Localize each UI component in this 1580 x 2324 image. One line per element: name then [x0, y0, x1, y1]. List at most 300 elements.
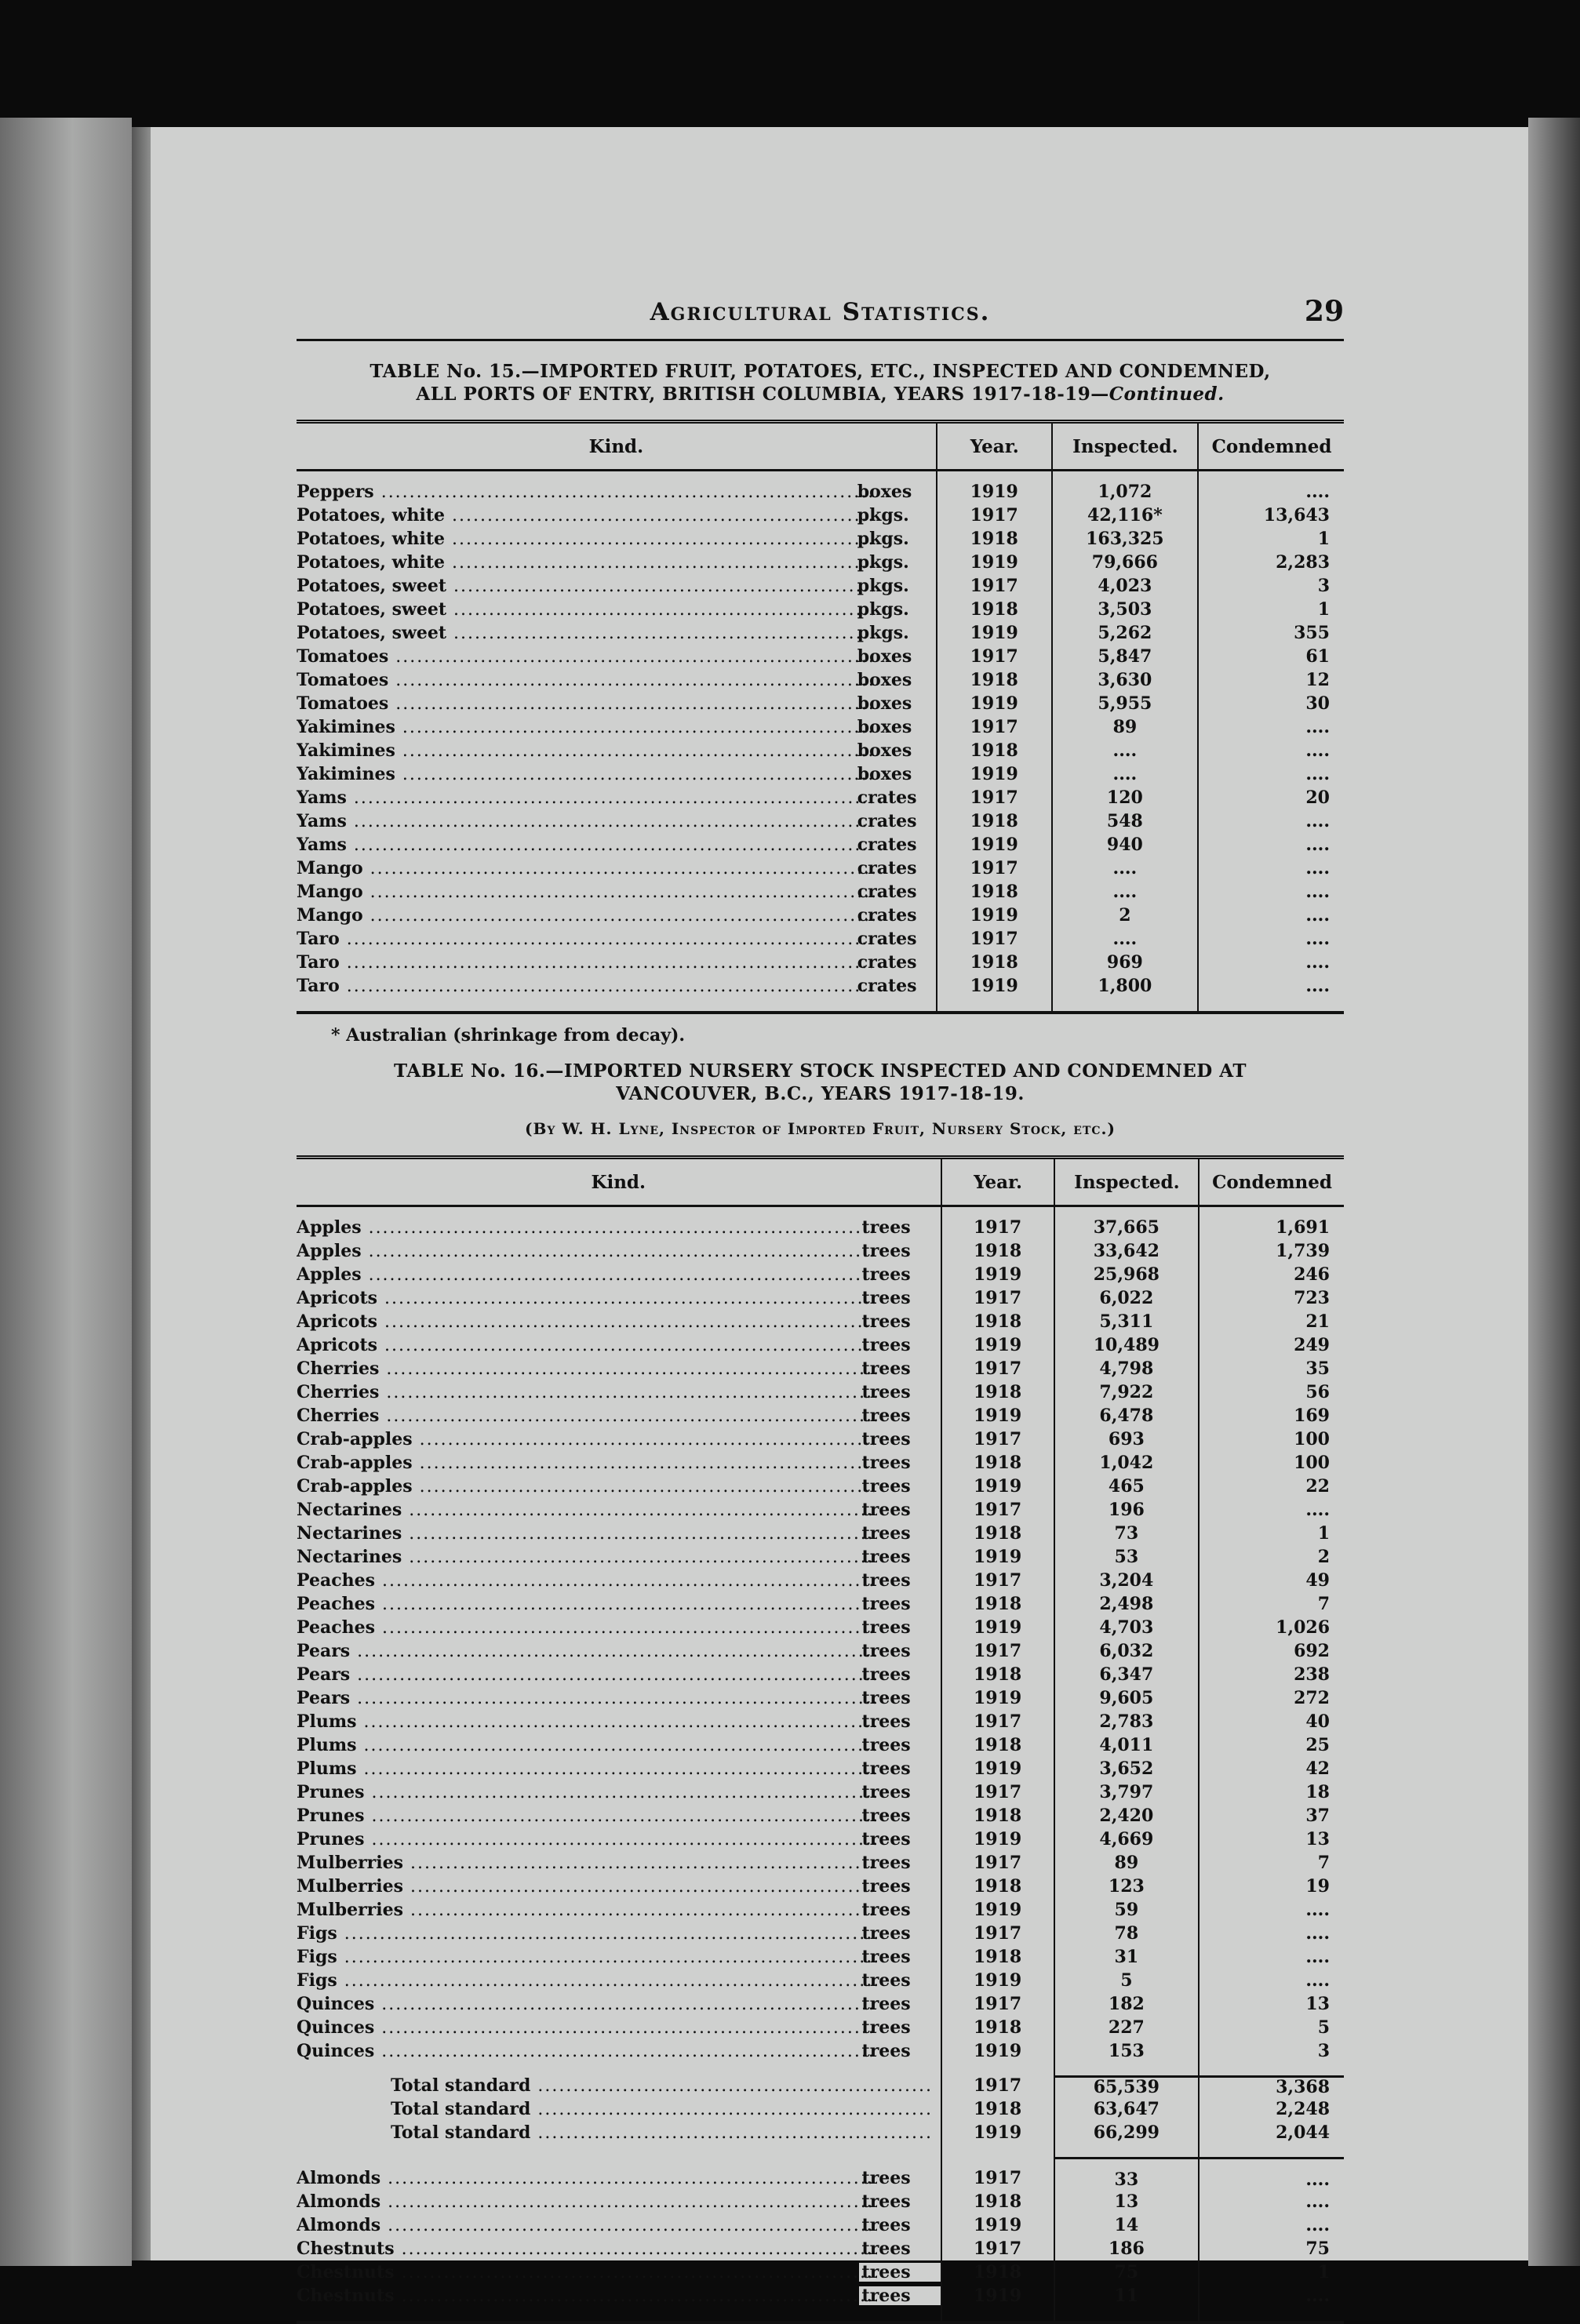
table16-header-kind: Kind.	[297, 1158, 941, 1206]
kind-name: Prunes .....	[297, 1806, 877, 1826]
kind-name: Quinces .....	[297, 1995, 877, 2014]
table-row	[297, 1336, 1344, 1359]
condemned-cell: ....	[1198, 977, 1344, 1011]
kind-cell	[297, 2263, 941, 2286]
table-row	[297, 1900, 1344, 1924]
table-row	[297, 1242, 1344, 1265]
condemned-cell: 1,691	[1199, 1206, 1344, 1242]
condemned-cell: 13	[1199, 1995, 1344, 2018]
table-row	[297, 1995, 1344, 2018]
table-row	[297, 1206, 1344, 1242]
table16-byline: (By W. H. Lyne, Inspector of Imported Fruit, Nursery Stock, etc.)	[525, 1119, 1116, 1138]
year-cell: 1917	[941, 1359, 1054, 1383]
inspected-cell: 3,503	[1052, 600, 1198, 624]
inspected-cell: 5,847	[1052, 647, 1198, 671]
unit-label: trees	[859, 2239, 941, 2258]
kind-cell	[297, 1618, 941, 1642]
table16-header-condemned: Condemned	[1199, 1158, 1344, 1206]
table16-header-inspected: Inspected.	[1054, 1158, 1200, 1206]
table-row	[297, 1571, 1344, 1595]
kind-name: Total standard .....	[391, 2100, 932, 2119]
table-row	[297, 977, 1344, 1011]
year-cell: 1919	[941, 1477, 1054, 1500]
year-cell: 1917	[941, 1206, 1054, 1242]
unit-label: trees	[859, 2018, 941, 2037]
table-row	[297, 529, 1344, 553]
year-cell: 1917	[941, 1783, 1054, 1806]
kind-name: Pears .....	[297, 1665, 877, 1685]
unit-label: crates	[854, 835, 936, 854]
unit-label: boxes	[854, 765, 936, 784]
unit-label: trees	[859, 1948, 941, 1966]
table-row	[297, 718, 1344, 741]
kind-name: Peaches .....	[297, 1571, 877, 1591]
table15-header-year: Year.	[937, 422, 1052, 471]
table-row	[297, 1924, 1344, 1948]
kind-cell	[297, 1783, 941, 1806]
year-cell: 1918	[941, 1312, 1054, 1336]
kind-cell	[297, 1712, 941, 1736]
unit-label: trees	[859, 1900, 941, 1919]
kind-cell	[297, 1853, 941, 1877]
inspected-cell: 89	[1052, 718, 1198, 741]
year-cell: 1918	[941, 1524, 1054, 1548]
kind-name: Potatoes, white .....	[297, 529, 877, 549]
unit-label: trees	[859, 1289, 941, 1307]
year-cell: 1919	[937, 624, 1052, 647]
year-cell: 1918	[937, 882, 1052, 906]
year-cell: 1919	[941, 1830, 1054, 1853]
kind-name: Nectarines .....	[297, 1500, 877, 1520]
unit-label: trees	[859, 1242, 941, 1260]
kind-cell	[297, 2100, 941, 2123]
unit-label: boxes	[854, 647, 936, 666]
year-cell: 1918	[937, 671, 1052, 694]
table-row	[297, 1830, 1344, 1853]
unit-label: trees	[859, 1853, 941, 1872]
unit-label: trees	[859, 1359, 941, 1378]
table16-caption	[297, 1060, 1344, 1105]
kind-cell	[297, 1453, 941, 1477]
kind-cell	[297, 835, 937, 859]
kind-name: Peaches .....	[297, 1595, 877, 1614]
condemned-cell: 40	[1199, 1712, 1344, 1736]
inspected-cell: ....	[1052, 859, 1198, 882]
unit-label: boxes	[854, 482, 936, 501]
condemned-cell: 1	[1198, 529, 1344, 553]
kind-cell	[297, 741, 937, 765]
year-cell: 1917	[941, 1430, 1054, 1453]
condemned-cell: 56	[1199, 1383, 1344, 1406]
kind-cell	[297, 859, 937, 882]
kind-cell	[297, 1289, 941, 1312]
year-cell: 1918	[937, 953, 1052, 977]
condemned-cell: 42	[1199, 1759, 1344, 1783]
year-cell: 1917	[937, 576, 1052, 600]
unit-label: pkgs.	[854, 624, 936, 642]
unit-label: trees	[859, 1689, 941, 1708]
kind-cell	[297, 2076, 941, 2100]
kind-name: Total standard .....	[391, 2123, 932, 2143]
year-cell: 1917	[941, 1995, 1054, 2018]
year-cell: 1919	[941, 1265, 1054, 1289]
year-cell: 1917	[937, 788, 1052, 812]
condemned-cell: ....	[1198, 906, 1344, 929]
table16-totals	[297, 2076, 1344, 2158]
kind-cell	[297, 1595, 941, 1618]
table-row	[297, 624, 1344, 647]
kind-cell	[297, 576, 937, 600]
kind-name: Apricots .....	[297, 1336, 877, 1355]
unit-label: trees	[859, 1453, 941, 1472]
inspected-cell: 3,652	[1054, 1759, 1200, 1783]
year-cell: 1919	[941, 1406, 1054, 1430]
kind-name: Potatoes, white .....	[297, 506, 877, 526]
year-cell: 1918	[941, 2100, 1054, 2123]
kind-name: Potatoes, sweet .....	[297, 600, 877, 620]
table-row	[297, 1453, 1344, 1477]
inspected-cell: 11	[1054, 2286, 1200, 2321]
year-cell: 1919	[937, 835, 1052, 859]
unit-label: trees	[859, 1312, 941, 1331]
inspected-cell: 693	[1054, 1430, 1200, 1453]
unit-label: trees	[859, 1665, 941, 1684]
kind-name: Potatoes, sweet .....	[297, 624, 877, 643]
inspected-cell: 78	[1054, 1924, 1200, 1948]
unit-label: trees	[859, 1500, 941, 1519]
unit-label: crates	[854, 812, 936, 831]
condemned-cell: 2,283	[1198, 553, 1344, 576]
unit-label: pkgs.	[854, 600, 936, 619]
condemned-cell: 19	[1199, 1877, 1344, 1900]
table15-body	[297, 471, 1344, 1012]
unit-label: trees	[859, 1336, 941, 1355]
unit-label: trees	[859, 1830, 941, 1849]
kind-cell	[297, 2239, 941, 2263]
unit-label: crates	[854, 929, 936, 948]
inspected-cell: 1,072	[1052, 471, 1198, 507]
table-row	[297, 471, 1344, 507]
year-cell: 1918	[937, 600, 1052, 624]
inspected-cell: 14	[1054, 2216, 1200, 2239]
table15-header-inspected: Inspected.	[1052, 422, 1198, 471]
unit-label: trees	[859, 1971, 941, 1990]
condemned-cell: ....	[1199, 2158, 1344, 2192]
condemned-cell: 249	[1199, 1336, 1344, 1359]
year-cell: 1919	[941, 2123, 1054, 2158]
kind-name: Mango .....	[297, 859, 877, 878]
inspected-cell: 2	[1052, 906, 1198, 929]
condemned-cell: 5	[1199, 2018, 1344, 2042]
unit-label: trees	[859, 1806, 941, 1825]
inspected-cell: 227	[1054, 2018, 1200, 2042]
table-row	[297, 671, 1344, 694]
condemned-cell: 22	[1199, 1477, 1344, 1500]
table15-caption-main: ALL PORTS OF ENTRY, BRITISH COLUMBIA, YEARS 1917-18-19—	[416, 384, 1109, 405]
table-row	[297, 835, 1344, 859]
unit-label: boxes	[854, 718, 936, 736]
year-cell: 1917	[941, 1924, 1054, 1948]
condemned-cell: ....	[1198, 765, 1344, 788]
year-cell: 1918	[937, 529, 1052, 553]
table-row	[297, 1971, 1344, 1995]
year-cell: 1918	[941, 1242, 1054, 1265]
table-row	[297, 765, 1344, 788]
kind-name: Crab-apples .....	[297, 1453, 877, 1473]
condemned-cell: 2,248	[1199, 2100, 1344, 2123]
condemned-cell: 7	[1199, 1595, 1344, 1618]
condemned-cell: ....	[1199, 1971, 1344, 1995]
inspected-cell: 6,022	[1054, 1289, 1200, 1312]
kind-name: Chestnuts .....	[297, 2239, 877, 2259]
condemned-cell: ....	[1199, 1924, 1344, 1948]
year-cell: 1917	[937, 647, 1052, 671]
inspected-cell: 969	[1052, 953, 1198, 977]
kind-name: Quinces .....	[297, 2042, 877, 2061]
page-gutter	[132, 127, 151, 2260]
inspected-cell: 65,539	[1054, 2076, 1200, 2100]
unit-label: trees	[859, 2216, 941, 2235]
inspected-cell: 5,311	[1054, 1312, 1200, 1336]
kind-name: Yams .....	[297, 835, 877, 855]
year-cell: 1917	[937, 859, 1052, 882]
table-row	[297, 1618, 1344, 1642]
table-row	[297, 1877, 1344, 1900]
table-row	[297, 2018, 1344, 2042]
unit-label: trees	[859, 1265, 941, 1284]
kind-name: Plums .....	[297, 1712, 877, 1732]
kind-name: Crab-apples .....	[297, 1477, 877, 1497]
year-cell: 1917	[941, 1642, 1054, 1665]
unit-label: pkgs.	[854, 553, 936, 572]
condemned-cell: 1	[1199, 2263, 1344, 2286]
unit-label: crates	[854, 953, 936, 972]
table-row	[297, 647, 1344, 671]
kind-name: Peaches .....	[297, 1618, 877, 1638]
kind-cell	[297, 553, 937, 576]
unit-label: trees	[859, 1571, 941, 1590]
year-cell: 1919	[941, 2216, 1054, 2239]
unit-label: trees	[859, 1383, 941, 1402]
inspected-cell: 33,642	[1054, 1242, 1200, 1265]
inspected-cell: 79,666	[1052, 553, 1198, 576]
kind-cell	[297, 1806, 941, 1830]
year-cell: 1918	[941, 1806, 1054, 1830]
year-cell: 1918	[937, 741, 1052, 765]
table-row	[297, 741, 1344, 765]
condemned-cell: 1	[1199, 1524, 1344, 1548]
kind-cell	[297, 1759, 941, 1783]
unit-label: trees	[859, 1477, 941, 1496]
kind-name: Potatoes, sweet .....	[297, 576, 877, 596]
year-cell: 1919	[941, 1971, 1054, 1995]
year-cell: 1918	[941, 1383, 1054, 1406]
right-margin-shadow	[1528, 118, 1580, 2266]
unit-label: trees	[859, 1642, 941, 1660]
condemned-cell: 13,643	[1198, 506, 1344, 529]
inspected-cell: 153	[1054, 2042, 1200, 2076]
kind-name: Almonds .....	[297, 2192, 877, 2212]
kind-cell	[297, 1689, 941, 1712]
inspected-cell: 6,032	[1054, 1642, 1200, 1665]
year-cell: 1917	[941, 2158, 1054, 2192]
inspected-cell: 3,204	[1054, 1571, 1200, 1595]
table16-caption-line2: VANCOUVER, B.C., YEARS 1917-18-19.	[616, 1083, 1025, 1104]
table15	[297, 420, 1344, 1011]
inspected-cell: ....	[1052, 765, 1198, 788]
kind-name: Chestnuts .....	[297, 2263, 877, 2282]
inspected-cell: 4,011	[1054, 1736, 1200, 1759]
table-row	[297, 788, 1344, 812]
year-cell: 1919	[937, 977, 1052, 1011]
kind-name: Cherries .....	[297, 1406, 877, 1426]
kind-cell	[297, 1877, 941, 1900]
unit-label: trees	[859, 1736, 941, 1755]
running-head	[297, 290, 1344, 334]
kind-name: Yams .....	[297, 812, 877, 831]
year-cell: 1917	[941, 1500, 1054, 1524]
table-row	[297, 600, 1344, 624]
year-cell: 1917	[937, 718, 1052, 741]
unit-label: trees	[859, 1406, 941, 1425]
kind-name: Yakimines .....	[297, 741, 877, 761]
year-cell: 1919	[937, 906, 1052, 929]
inspected-cell: 548	[1052, 812, 1198, 835]
kind-cell	[297, 1206, 941, 1242]
year-cell: 1917	[941, 1571, 1054, 1595]
kind-name: Pears .....	[297, 1689, 877, 1708]
inspected-cell: 3,797	[1054, 1783, 1200, 1806]
unit-label: boxes	[854, 671, 936, 689]
condemned-cell: 246	[1199, 1265, 1344, 1289]
inspected-cell: ....	[1052, 882, 1198, 906]
table-row	[297, 1948, 1344, 1971]
year-cell: 1919	[937, 553, 1052, 576]
kind-name: Mulberries .....	[297, 1853, 877, 1873]
inspected-cell: 5,955	[1052, 694, 1198, 718]
kind-cell	[297, 671, 937, 694]
kind-name: Yakimines .....	[297, 765, 877, 784]
year-cell: 1918	[941, 1736, 1054, 1759]
kind-cell	[297, 600, 937, 624]
inspected-cell: 123	[1054, 1877, 1200, 1900]
inspected-cell: 4,798	[1054, 1359, 1200, 1383]
kind-cell	[297, 1830, 941, 1853]
condemned-cell: 1,026	[1199, 1618, 1344, 1642]
condemned-cell: 20	[1198, 788, 1344, 812]
kind-cell	[297, 1265, 941, 1289]
kind-cell	[297, 1642, 941, 1665]
head-rule	[297, 339, 1344, 341]
table-row	[297, 1477, 1344, 1500]
inspected-cell: 4,703	[1054, 1618, 1200, 1642]
unit-label: trees	[859, 1759, 941, 1778]
kind-cell	[297, 1924, 941, 1948]
kind-cell	[297, 929, 937, 953]
kind-name: Mulberries .....	[297, 1877, 877, 1897]
condemned-cell: 169	[1199, 1406, 1344, 1430]
table-row	[297, 1359, 1344, 1383]
table-row	[297, 1383, 1344, 1406]
running-title: Agricultural Statistics.	[650, 298, 991, 326]
kind-cell	[297, 1736, 941, 1759]
kind-name: Apples .....	[297, 1242, 877, 1261]
unit-label: trees	[859, 1595, 941, 1613]
kind-cell	[297, 812, 937, 835]
table-row	[297, 953, 1344, 977]
table16-header-row	[297, 1158, 1344, 1206]
unit-label: trees	[859, 1430, 941, 1449]
kind-name: Prunes .....	[297, 1830, 877, 1849]
condemned-cell: ....	[1198, 812, 1344, 835]
table-row	[297, 1430, 1344, 1453]
condemned-cell: ....	[1198, 953, 1344, 977]
condemned-cell: ....	[1199, 1500, 1344, 1524]
kind-name: Figs .....	[297, 1948, 877, 1967]
condemned-cell: 3,368	[1199, 2076, 1344, 2100]
kind-name: Yakimines .....	[297, 718, 877, 737]
inspected-cell: 2,498	[1054, 1595, 1200, 1618]
table-row	[297, 2263, 1344, 2286]
year-cell: 1918	[941, 1595, 1054, 1618]
year-cell: 1917	[941, 1289, 1054, 1312]
table-row	[297, 694, 1344, 718]
table15-footnote: * Australian (shrinkage from decay).	[331, 1025, 686, 1046]
table15-caption	[297, 360, 1344, 406]
condemned-cell: 18	[1199, 1783, 1344, 1806]
table16-nuts	[297, 2158, 1344, 2321]
inspected-cell: 465	[1054, 1477, 1200, 1500]
unit-label: trees	[859, 2192, 941, 2211]
unit-label: boxes	[854, 741, 936, 760]
inspected-cell: 42,116*	[1052, 506, 1198, 529]
kind-name: Taro .....	[297, 953, 877, 973]
condemned-cell: ....	[1198, 718, 1344, 741]
unit-label: trees	[859, 1524, 941, 1543]
inspected-cell: 59	[1054, 1900, 1200, 1924]
kind-name: Pears .....	[297, 1642, 877, 1661]
kind-name: Figs .....	[297, 1971, 877, 1991]
year-cell: 1918	[941, 2192, 1054, 2216]
kind-cell	[297, 2192, 941, 2216]
year-cell: 1917	[941, 2076, 1054, 2100]
kind-name: Quinces .....	[297, 2018, 877, 2038]
kind-cell	[297, 1500, 941, 1524]
inspected-cell: 66,299	[1054, 2123, 1200, 2158]
kind-name: Mango .....	[297, 882, 877, 902]
condemned-cell: ....	[1198, 929, 1344, 953]
kind-name: Apricots .....	[297, 1289, 877, 1308]
kind-cell	[297, 1430, 941, 1453]
kind-cell	[297, 2286, 941, 2321]
inspected-cell: 1,800	[1052, 977, 1198, 1011]
unit-label: trees	[859, 2263, 941, 2282]
table15-header-kind: Kind.	[297, 422, 937, 471]
condemned-cell: 100	[1199, 1453, 1344, 1477]
kind-cell	[297, 2042, 941, 2076]
unit-label: crates	[854, 882, 936, 901]
condemned-cell: 12	[1198, 671, 1344, 694]
inspected-cell: 4,023	[1052, 576, 1198, 600]
table-row	[297, 1712, 1344, 1736]
inspected-cell: ....	[1052, 741, 1198, 765]
condemned-cell: ....	[1198, 859, 1344, 882]
year-cell: 1919	[941, 1618, 1054, 1642]
condemned-cell: 75	[1199, 2239, 1344, 2263]
kind-name: Figs .....	[297, 1924, 877, 1944]
unit-label: trees	[859, 1712, 941, 1731]
unit-label: crates	[854, 788, 936, 807]
